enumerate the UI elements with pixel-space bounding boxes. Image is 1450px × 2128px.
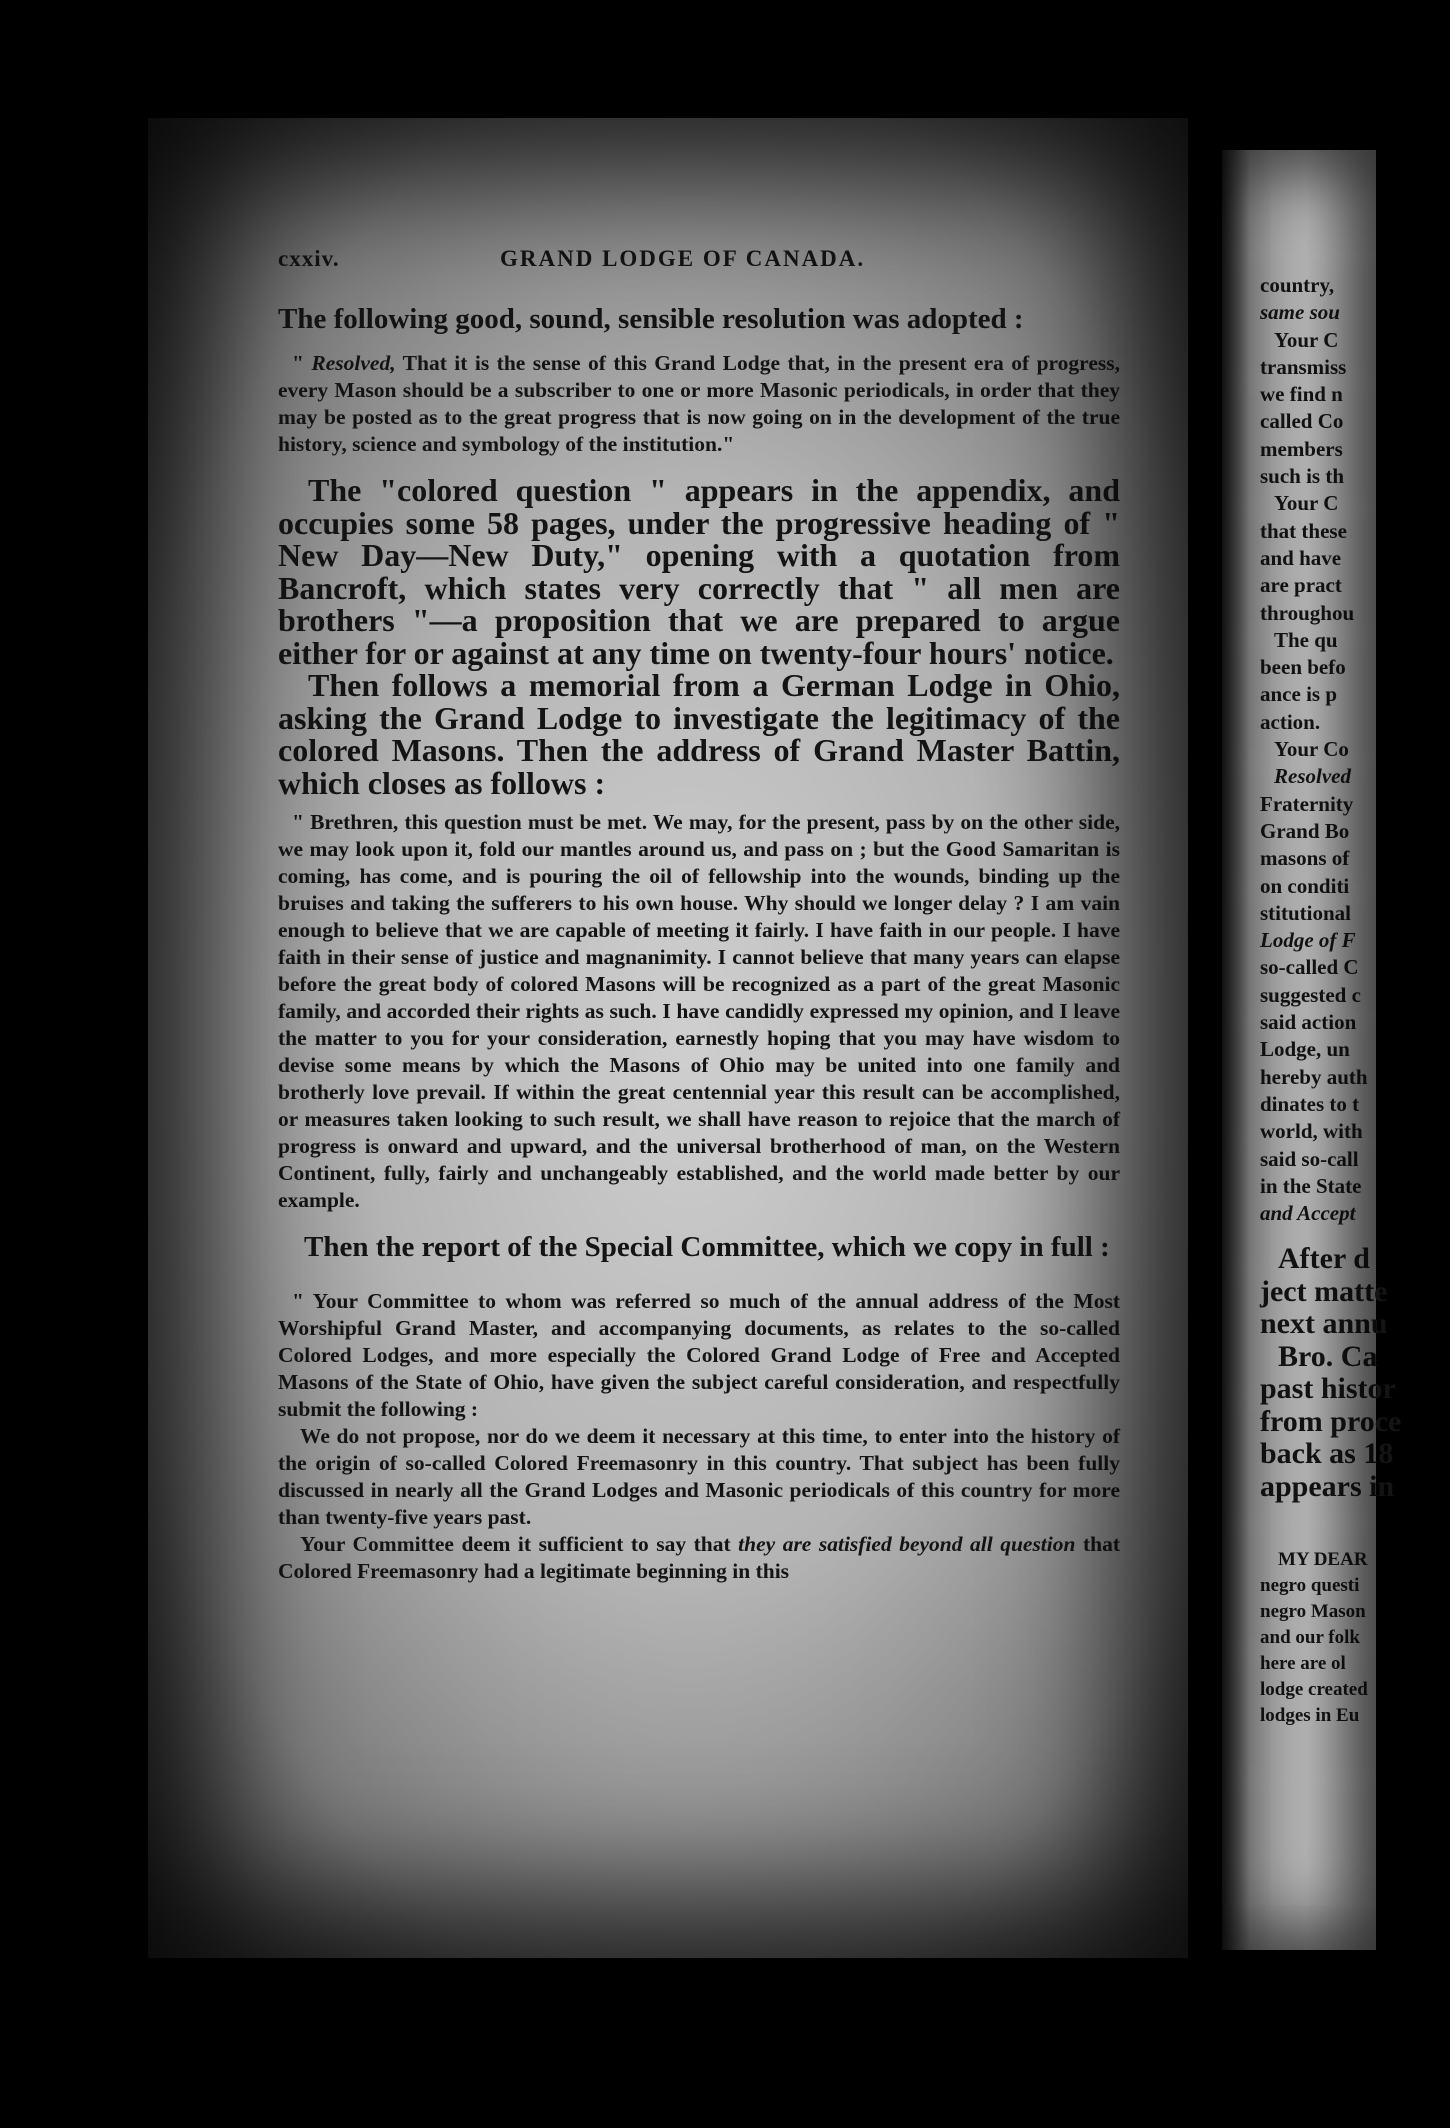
right-line: past histor: [1260, 1372, 1396, 1406]
spacer: [1260, 1227, 1450, 1243]
right-line: and our folk: [1260, 1627, 1360, 1649]
right-line: are pract: [1260, 573, 1342, 598]
spacer: [278, 1278, 1120, 1288]
right-line: Bro. Ca: [1278, 1339, 1378, 1373]
report-p3-start: Your Committee deem it sufficient to say that: [300, 1532, 731, 1556]
right-line: said so-call: [1260, 1146, 1359, 1171]
right-line: lodges in Eu: [1260, 1705, 1360, 1727]
spacer: [1260, 1503, 1450, 1547]
right-line: world, with: [1260, 1119, 1363, 1144]
running-title: GRAND LODGE OF CANADA.: [500, 246, 866, 271]
right-line: been befo: [1260, 655, 1346, 680]
right-line: ance is p: [1260, 682, 1338, 707]
right-line: that these: [1260, 518, 1347, 543]
right-line: appears in: [1260, 1469, 1395, 1503]
report-paragraph-1: " Your Committee to whom was referred so much of the annual address of the Most Worshipful Grand Master, and accompanying documents, as relates to the so-called Colored Lodges, and more especially the Colored Grand Lodge of Free and Accepted Masons of the State of Ohio, have given the subject careful consideration, and respectfully submit the following :: [278, 1289, 1120, 1421]
right-line: and Accept: [1260, 1201, 1356, 1226]
right-line: negro questi: [1260, 1575, 1360, 1597]
memorial-paragraph: Then follows a memorial from a German Lodge in Ohio, asking the Grand Lodge to investigate the legitimacy of the colored Masons. Then the address of Grand Master Battin, which closes as follows :: [278, 667, 1120, 801]
report-paragraph-3: [278, 1531, 1120, 1585]
right-line: negro Mason: [1260, 1601, 1366, 1623]
right-line: Resolved: [1274, 764, 1351, 789]
right-line: so-called C: [1260, 955, 1359, 980]
right-line: country,: [1260, 273, 1335, 297]
resolution-text: That it is the sense of this Grand Lodge that, in the present era of progress, every Mason should be a subscriber to one or more Masonic periodicals, in order that they may be posted as to the great progress that is now going on in the development of the true history, science and symbology of the institution.": [278, 351, 1120, 456]
right-line: from proce: [1260, 1404, 1402, 1438]
right-line: such is th: [1260, 464, 1345, 489]
right-page: [1222, 150, 1402, 1950]
main-text-column: [278, 302, 1120, 1585]
page-number: cxxiv.: [278, 246, 340, 271]
right-line: Your C: [1274, 491, 1339, 516]
right-line: transmiss: [1260, 354, 1347, 379]
right-line: Lodge of F: [1260, 928, 1356, 953]
right-line: and have: [1260, 545, 1342, 570]
right-line: on conditi: [1260, 873, 1350, 898]
right-line: ject matte: [1260, 1274, 1388, 1308]
report-p3-emphasis: they are satisfied beyond all question: [738, 1532, 1076, 1556]
right-line: The qu: [1274, 627, 1338, 652]
resolution-label: Resolved,: [311, 351, 396, 375]
right-line: Lodge, un: [1260, 1037, 1350, 1062]
right-line: next annu: [1260, 1307, 1388, 1341]
right-line: After d: [1278, 1242, 1370, 1276]
right-line: said action: [1260, 1010, 1357, 1035]
right-line: here are ol: [1260, 1653, 1346, 1675]
report-paragraph-2: We do not propose, nor do we deem it necessary at this time, to enter into the history of the origin of so-called Colored Freemasonry in this country. That subject has been fully discussed in nearly all the Grand Lodges and Masonic periodicals of this country for more than twenty-five years past.: [278, 1424, 1120, 1529]
left-page: [148, 118, 1188, 1958]
right-line: suggested c: [1260, 982, 1361, 1007]
special-committee-paragraph: Then the report of the Special Committee, which we copy in full :: [304, 1231, 1110, 1263]
right-line: we find n: [1260, 382, 1343, 407]
right-line: hereby auth: [1260, 1064, 1368, 1089]
colored-question-paragraph: The "colored question " appears in the appendix, and occupies some 58 pages, under the progressive heading of " New Day—New Duty," opening with a quotation from Bancroft, which states very correctly that " all men are brothers "—a proposition that we are prepared to argue either for or against at any time on twenty-four hours' notice.: [278, 472, 1120, 671]
report-p3-end: that Colored Freemasonry had a legitimate beginning in this: [278, 1532, 1120, 1583]
right-line: Your Co: [1274, 737, 1349, 762]
right-line: lodge created: [1260, 1679, 1368, 1701]
right-text-column: [1260, 272, 1450, 1729]
right-line: back as 18: [1260, 1437, 1394, 1471]
right-line: masons of: [1260, 846, 1350, 871]
intro-line: The following good, sound, sensible resolution was adopted :: [278, 303, 1024, 335]
right-line: same sou: [1260, 300, 1340, 325]
spacer: [278, 799, 1120, 809]
right-line: action.: [1260, 709, 1321, 734]
right-line: dinates to t: [1260, 1091, 1360, 1116]
right-line: throughou: [1260, 600, 1355, 625]
right-line: called Co: [1260, 409, 1344, 434]
right-line: in the State: [1260, 1173, 1362, 1198]
right-line: members: [1260, 436, 1343, 461]
right-line: Grand Bo: [1260, 818, 1350, 843]
battin-quote: " Brethren, this question must be met. We may, for the present, pass by on the other side, we may look upon it, fold our mantles around us, and pass on ; but the Good Samaritan is coming, has come, and is pouring the oil of fellowship into the wounds, binding up the bruises and taking the sufferers to his own house. Why should we longer delay ? I am vain enough to believe that we are capable of meeting it fairly. I have faith in our people. I have faith in their sense of justice and magnanimity. I cannot believe that many years can elapse before the great body of colored Masons will be recognized as a part of the great Masonic family, and accorded their rights as such. I have candidly expressed my opinion, and I leave the matter to you for your consideration, earnestly hoping that you may have wisdom to devise some means by which the Masons of Ohio may be united into one family and brotherly love prevail. If within the great centennial year this result can be accomplished, or measures taken looking to such result, we shall have reason to rejoice that the march of progress is onward and upward, and the universal brotherhood of man, on the Western Continent, fully, fairly and unchangeably established, and the world made better by our example.: [278, 810, 1120, 1212]
right-line: Fraternity: [1260, 791, 1354, 816]
right-line: stitutional: [1260, 900, 1352, 925]
right-line: Your C: [1274, 327, 1339, 352]
resolution-paragraph: " Resolved, That it is the sense of this Grand Lodge that, in the present era of progress, every Mason should be a subscriber to one or more Masonic periodicals, in order that they may be posted as to the great progress that is now going on in the development of the true history, science and symbology of the institution.": [278, 351, 1120, 456]
right-line: MY DEAR: [1278, 1549, 1368, 1571]
